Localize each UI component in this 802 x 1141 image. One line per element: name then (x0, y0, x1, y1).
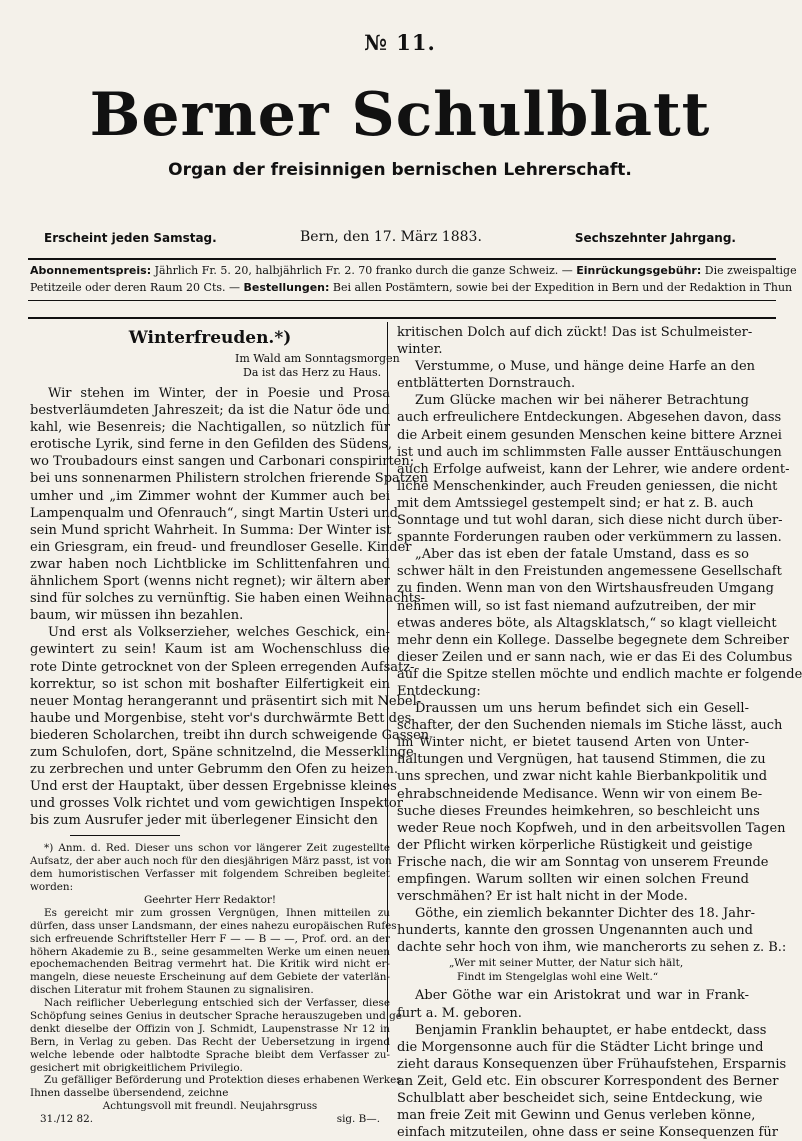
footnote-line: Geehrter Herr Redaktor! (144, 894, 276, 906)
footnote-line: gesichert mit obrigkeitlichem Privilegio. (30, 1061, 243, 1074)
footnote-line: Nach reiflicher Ueberlegung entschied sich der Verfasser, diese (44, 997, 390, 1010)
text-line: weder Reue noch Kopfweh, und in den arbeitsvollen Tagen (397, 820, 786, 836)
text-line: und grosses Volk richtet und vom gewichtigen Inspektor (30, 796, 403, 812)
text-line: zu finden. Wenn man von den Wirtshausfreuden Umgang (397, 581, 774, 597)
text-line: der Pflicht wirken körperliche Rüstigkeit und geistige (397, 837, 753, 853)
footnote-rule (70, 835, 180, 836)
signature-date: 31./12 82. (40, 1113, 94, 1126)
text-line: spannte Forderungen rauben oder verkümmern zu lassen. (397, 530, 782, 546)
quote-line: „Wer mit seiner Mutter, der Natur sich hält, (449, 957, 684, 970)
text-line: Aber Göthe war ein Aristokrat und war in Frank- (415, 988, 749, 1004)
text-line: dachte sehr hoch von ihm, wie mancherorts zu sehen z. B.: (397, 940, 787, 956)
footnote-line: höhern Akademie zu B., seine gesammelten Werke um einen neuen (30, 945, 390, 958)
footnote-line: Schöpfung seines Genius in deutscher Sprache herauszugeben und ge- (30, 1010, 406, 1023)
text-line: wo Troubadours einst sangen und Carbonari conspirirten; (30, 454, 415, 470)
text-line: rote Dinte getrocknet von der Spleen erregenden Aufsatz- (30, 659, 415, 675)
text-line: schafter, der den Suchenden niemals im Stiche lässt, auch (397, 718, 783, 734)
footnote-line: Bern, in Verlag zu geben. Das Recht der Uebersetzung in irgend (30, 1035, 390, 1048)
text-line: Und erst als Volkserzieher, welches Geschick, ein- (48, 625, 390, 641)
text-line: kahl, wie Besenreis; die Nachtigallen, so nützlich für (30, 420, 390, 436)
text-line: gewintert zu sein! Kaum ist am Wochenschluss die (30, 642, 390, 658)
text-line: empfingen. Warum sollten wir einen solchen Freund (397, 872, 749, 887)
footnote-line: dischen Literatur mit frohem Staunen zu signalisiren. (30, 984, 314, 997)
text-line: sein Mund spricht Wahrheit. In Summa: Der Winter ist (30, 522, 392, 538)
header-rule-top (28, 258, 776, 260)
text-line: kritischen Dolch auf dich zückt! Das ist Schulmeister- (397, 325, 753, 340)
text-line: Verstumme, o Muse, und hänge deine Harfe an den (415, 359, 756, 375)
text-line: Schulblatt aber bescheidet sich, seine Entdeckung, wie (397, 1091, 763, 1107)
issue-number: № 11. (364, 30, 436, 55)
text-line: ist und auch im schlimmsten Falle ausser Enttäuschungen (397, 444, 782, 460)
article-body-left (30, 385, 430, 829)
text-line: Und erst der Hauptakt, über dessen Ergebnisse kleines (30, 779, 397, 795)
header-rule-mid (28, 300, 776, 301)
text-line: ähnlichem Sport (wenns nicht regnet); wir ältern aber (30, 574, 390, 590)
footnote-line: dürfen, dass unser Landsmann, der eines nahezu europäischen Rufes (30, 919, 397, 932)
motto-line: Da ist das Herz zu Haus. (243, 366, 382, 379)
footnote-line: worden: (30, 881, 74, 894)
text-line: mit dem Amtssiegel gestempelt sind; er hat z. B. auch (397, 495, 754, 511)
text-line: einfach mitzuteilen, ohne dass er seine Konsequenzen für (397, 1125, 778, 1141)
footnote-line: sich erfreuende Schriftsteller Herr F — — B — —, Prof. ord. an der (30, 932, 390, 945)
text-line: Entdeckung: (397, 683, 481, 699)
text-line: Draussen um uns herum befindet sich ein Gesell- (415, 701, 749, 717)
text-line: verschmähen? Er ist halt nicht in der Mode. (397, 889, 688, 905)
text-line: hunderts, kannte den grossen Ungenannten auch und (397, 923, 753, 939)
text-line: entblätterten Dornstrauch. (397, 376, 576, 392)
text-line: baum, wir müssen ihn bezahlen. (30, 608, 244, 624)
text-line: winter. (397, 342, 443, 358)
footnote (30, 842, 406, 1113)
text-line: nehmen will, so ist fast niemand aufzutreiben, der mir (397, 598, 756, 614)
article-body-right (397, 324, 802, 956)
text-line: dieser Zeilen und er sann nach, wie er das Ei des Columbus (397, 649, 793, 665)
header-rule-bottom (28, 317, 776, 319)
text-line: an Zeit, Geld etc. Ein obscurer Korrespondent des Berner (397, 1073, 779, 1089)
footnote-line: mangeln, diese neueste Erscheinung auf dem Gebiete der vaterlän- (30, 971, 390, 984)
footnote-line: Zu gefälliger Beförderung und Protektion dieses erhabenen Werkes (44, 1074, 402, 1087)
text-line: zieht daraus Konsequenzen über Frühaufstehen, Ersparnis (397, 1056, 787, 1072)
text-line: Frische nach, die wir am Sonntag von unserem Freunde (397, 854, 769, 870)
text-line: zu zerbrechen und unter Gebrumm den Ofen zu heizen. (30, 762, 398, 778)
text-line: uns sprechen, und zwar nicht kahle Bierbankpolitik und (397, 769, 768, 785)
publication-schedule: Erscheint jeden Samstag. (44, 231, 217, 245)
text-line: schwer hält in den Freistunden angemessene Gesellschaft (397, 564, 782, 580)
text-line: Göthe, ein ziemlich bekannter Dichter des 18. Jahr- (415, 906, 755, 922)
signature-name: sig. B—. (336, 1113, 380, 1126)
text-line: auf die Spitze stellen möchte und endlich machte er folgende (397, 666, 802, 682)
masthead-title: Berner Schulblatt (89, 80, 711, 150)
text-line: Benjamin Franklin behauptet, er habe entdeckt, dass (415, 1022, 767, 1038)
text-line: Sonntage und tut wohl daran, sich diese nicht durch über- (397, 513, 783, 529)
text-line: suche dieses Freundes heimkehren, so beschleicht uns (397, 803, 760, 819)
article-title: Winterfreuden.*) (128, 328, 292, 348)
text-line: Zum Glücke machen wir bei näherer Betrachtung (415, 393, 749, 409)
text-line: neuer Montag herangerannt und präsentirt sich mit Nebel- (30, 693, 422, 709)
text-line: haube und Morgenbise, steht vor's durchwärmte Bett des (30, 710, 412, 726)
volume-year: Sechszehnter Jahrgang. (574, 231, 736, 245)
text-line: furt a. M. geboren. (397, 1005, 522, 1021)
text-line: Wir stehen im Winter, der in Poesie und Prosa (48, 386, 390, 401)
text-line: haltungen und Vergnügen, hat tausend Stimmen, die zu (397, 752, 766, 768)
motto-line: Im Wald am Sonntagsmorgen (235, 352, 400, 365)
left-column (30, 324, 430, 1126)
text-line: mehr denn ein Kollege. Dasselbe begegnete dem Schreiber (397, 632, 789, 648)
footnote-line: Achtungsvoll mit freundl. Neujahrsgruss (102, 1100, 318, 1113)
text-line: zum Schulofen, dort, Späne schnitzelnd, die Messerklinge (30, 744, 414, 760)
text-line: sind für solches zu vernünftig. Sie haben einen Weihnachts- (30, 591, 426, 607)
text-line: umher und „im Zimmer wohnt der Kummer auch bei (30, 488, 390, 504)
footnote-line: welche lebende oder halbtodte Sprache bleibt dem Verfasser zu- (30, 1048, 390, 1061)
footnote-line: denkt dieselbe der Offizin von J. Schmidt, Laupenstrasse Nr 12 in (30, 1022, 390, 1035)
text-line: biederen Scholarchen, treibt ihn durch schweigende Gassen (30, 727, 430, 743)
text-line: ehrabschneidende Medisance. Wenn wir von einem Be- (397, 786, 763, 802)
text-line: auch Erfolge aufweist, kann der Lehrer, wie andere ordent- (397, 461, 790, 477)
quote-line: Findt im Stengelglas wohl eine Welt.“ (457, 971, 659, 984)
text-line: „Aber das ist eben der fatale Umstand, dass es so (415, 547, 749, 563)
article-body-right-continued (397, 987, 787, 1141)
subscription-line-2: Petitzeile oder deren Raum 20 Cts. — Bestellungen: Bei allen Postämtern, sowie bei der Expedition in Bern und der Redaktion in Thun (30, 281, 793, 294)
text-line: korrektur, so ist schon mit boshafter Eilfertigkeit ein (30, 676, 390, 692)
right-column (397, 324, 802, 1141)
issue-date: Bern, den 17. März 1883. (300, 229, 482, 245)
footnote-line: epochemachenden Beitrag vermehrt hat. Die Kritik wird nicht er- (30, 958, 390, 971)
text-line: die Morgensonne auch für die Städter Licht bringe und (397, 1039, 764, 1055)
footnote-line: Aufsatz, der aber auch noch für den diesjährigen März passt, ist von (30, 855, 392, 868)
footnote-line: *) Anm. d. Red. Dieser uns schon vor längerer Zeit zugestellte (44, 842, 390, 855)
text-line: liche Menschenkinder, auch Freuden geniessen, die nicht (397, 478, 778, 494)
text-line: erotische Lyrik, sind ferne in den Gefilden des Südens, (30, 437, 393, 453)
footnote-line: Es gereicht mir zum grossen Vergnügen, Ihnen mitteilen zu (44, 906, 390, 919)
text-line: man freie Zeit mit Gewinn und Genus verleben könne, (397, 1108, 756, 1124)
masthead-subtitle: Organ der freisinnigen bernischen Lehrerschaft. (168, 160, 632, 180)
text-line: im Winter nicht, er bietet tausend Arten von Unter- (397, 735, 749, 751)
text-line: bis zum Ausrufer jeder mit überlegener Einsicht den (30, 813, 378, 829)
text-line: bestverläumdeten Jahreszeit; da ist die Natur öde und (30, 403, 390, 419)
subscription-line-1: Abonnementspreis: Jährlich Fr. 5. 20, halbjährlich Fr. 2. 70 franko durch die ganze Schweiz. — Einrückungsgebühr: Die zweispaltige (30, 264, 797, 277)
text-line: bei uns sonnenarmen Philistern strolchen frierende Spatzen (30, 471, 428, 487)
text-line: zwar haben noch Lichtblicke im Schlittenfahren und (30, 556, 390, 572)
footnote-signature (30, 1113, 390, 1126)
text-line: Lampenqualm und Ofenrauch“, singt Martin Usteri und (30, 505, 398, 521)
text-line: die Arbeit einem gesunden Menschen keine bittere Arznei (397, 427, 782, 443)
text-line: ein Griesgram, ein freud- und freundloser Geselle. Kinder (30, 539, 412, 555)
footnote-line: dem humoristischen Verfasser mit folgendem Schreiben begleitet (30, 868, 390, 881)
footnote-line: Ihnen dasselbe übersendend, zeichne (30, 1087, 229, 1100)
text-line: auch erfreulichere Entdeckungen. Abgesehen davon, dass (397, 410, 782, 426)
text-line: etwas anderes böte, als Altagsklatsch,“ so klagt vielleicht (397, 615, 777, 631)
